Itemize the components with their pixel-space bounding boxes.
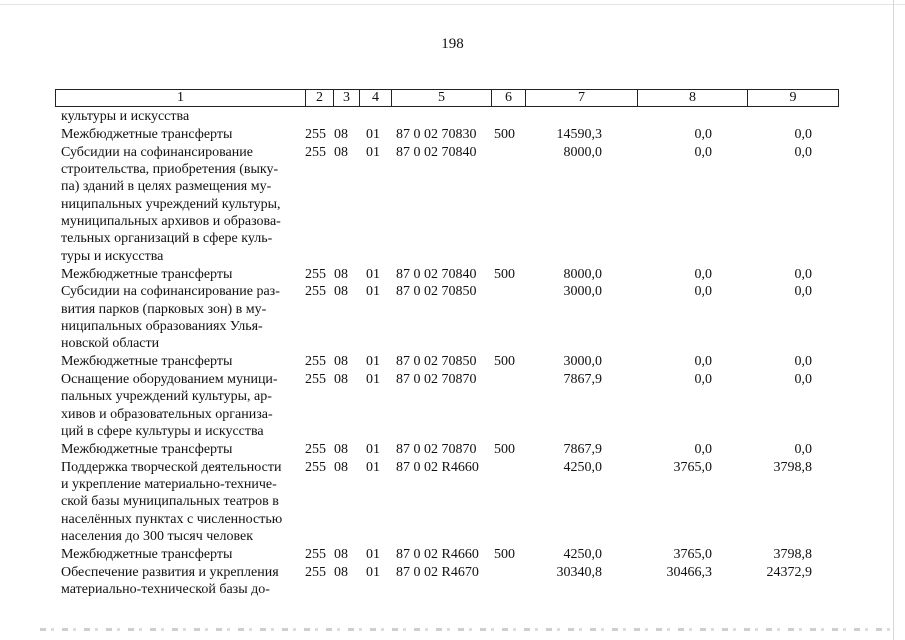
row-description (61, 459, 299, 545)
cell-c8: 3765,0 (673, 546, 712, 562)
page-right-edge (893, 0, 894, 640)
cell-c7: 8000,0 (563, 144, 602, 160)
row-description (61, 108, 299, 125)
cell-c9: 3798,8 (773, 546, 812, 562)
cell-c5: 87 0 02 70830 (396, 126, 477, 142)
cell-c4: 01 (366, 144, 380, 160)
cell-c4: 01 (366, 284, 380, 300)
description-line: Обеспечение развития и укрепления (61, 564, 279, 580)
cell-c9: 0,0 (794, 372, 812, 388)
cell-c2: 255 (305, 144, 326, 160)
cell-c3: 08 (334, 354, 348, 370)
cell-c9: 0,0 (794, 354, 812, 370)
cell-c5: 87 0 02 R4660 (396, 459, 479, 475)
page-number: 198 (441, 36, 464, 52)
description-line: Межбюджетные трансферты (61, 354, 233, 370)
description-line: Межбюджетные трансферты (61, 546, 233, 562)
cell-c5: 87 0 02 70850 (396, 284, 477, 300)
description-line: хивов и образовательных организа- (61, 406, 273, 422)
cell-c5: 87 0 02 R4670 (396, 564, 479, 580)
row-description (61, 546, 299, 563)
row-description (61, 564, 299, 599)
table-header (55, 89, 839, 107)
cell-c8: 0,0 (694, 266, 712, 282)
cell-c9: 0,0 (794, 144, 812, 160)
cell-c2: 255 (305, 441, 326, 457)
cell-c9: 0,0 (794, 284, 812, 300)
row-description (61, 371, 299, 440)
cell-c6: 500 (494, 266, 515, 282)
cell-c2: 255 (305, 546, 326, 562)
cell-c7: 3000,0 (563, 354, 602, 370)
cell-c3: 08 (334, 564, 348, 580)
row-description (61, 441, 299, 458)
cell-c9: 0,0 (794, 441, 812, 457)
cell-c4: 01 (366, 459, 380, 475)
cell-c3: 08 (334, 266, 348, 282)
description-line: ниципальных образованиях Улья- (61, 318, 263, 334)
cell-c3: 08 (334, 372, 348, 388)
row-description (61, 283, 299, 352)
cell-c3: 08 (334, 126, 348, 142)
cell-c4: 01 (366, 546, 380, 562)
description-line: туры и искусства (61, 248, 164, 264)
cell-c7: 7867,9 (563, 372, 602, 388)
description-line: Межбюджетные трансферты (61, 441, 233, 457)
cell-c5: 87 0 02 70870 (396, 441, 477, 457)
description-line: строительства, приобретения (выку- (61, 162, 279, 178)
cell-c5: 87 0 02 70870 (396, 372, 477, 388)
description-line: Субсидии на софинансирование (61, 144, 253, 160)
cell-c7: 4250,0 (563, 459, 602, 475)
cell-c6: 500 (494, 546, 515, 562)
cell-c9: 0,0 (794, 266, 812, 282)
cell-c6: 500 (494, 126, 515, 142)
cell-c2: 255 (305, 564, 326, 580)
cell-c6: 500 (494, 441, 515, 457)
cell-c7: 4250,0 (563, 546, 602, 562)
cell-c3: 08 (334, 441, 348, 457)
cell-c4: 01 (366, 372, 380, 388)
description-line: Межбюджетные трансферты (61, 126, 233, 142)
cell-c5: 87 0 02 70850 (396, 354, 477, 370)
row-description (61, 144, 299, 265)
description-line: тельных организаций в сфере куль- (61, 231, 273, 247)
header-col-5: 5 (392, 90, 492, 106)
description-line: культуры и искусства (61, 109, 190, 124)
cell-c4: 01 (366, 564, 380, 580)
header-col-4: 4 (360, 90, 392, 106)
cell-c4: 01 (366, 441, 380, 457)
cell-c9: 0,0 (794, 126, 812, 142)
cell-c2: 255 (305, 284, 326, 300)
scan-edge-noise (40, 628, 890, 631)
row-description (61, 126, 299, 143)
description-line: Оснащение оборудованием муници- (61, 372, 278, 388)
description-line: Межбюджетные трансферты (61, 266, 233, 282)
header-col-8: 8 (638, 90, 748, 106)
header-col-9: 9 (789, 90, 797, 105)
description-line: муниципальных архивов и образова- (61, 213, 281, 229)
cell-c5: 87 0 02 70840 (396, 266, 477, 282)
cell-c7: 14590,3 (556, 126, 602, 142)
cell-c3: 08 (334, 546, 348, 562)
description-line: ниципальных учреждений культуры, (61, 196, 281, 212)
description-line: и укрепление материально-техниче- (61, 477, 277, 493)
description-line: Субсидии на софинансирование раз- (61, 284, 280, 300)
cell-c2: 255 (305, 372, 326, 388)
cell-c7: 30340,8 (556, 564, 602, 580)
cell-c4: 01 (366, 266, 380, 282)
description-line: населённых пунктах с численностью (61, 511, 283, 527)
cell-c7: 7867,9 (563, 441, 602, 457)
cell-c8: 0,0 (694, 144, 712, 160)
description-line: населения до 300 тысяч человек (61, 528, 254, 544)
cell-c8: 0,0 (694, 441, 712, 457)
header-col-6: 6 (492, 90, 526, 106)
cell-c2: 255 (305, 126, 326, 142)
description-line: ской базы муниципальных театров в (61, 494, 279, 510)
row-description (61, 266, 299, 283)
cell-c7: 3000,0 (563, 284, 602, 300)
cell-c5: 87 0 02 70840 (396, 144, 477, 160)
row-description (61, 353, 299, 370)
cell-c4: 01 (366, 126, 380, 142)
cell-c8: 0,0 (694, 354, 712, 370)
description-line: ций в сфере культуры и искусства (61, 423, 264, 439)
header-col-2: 2 (306, 90, 334, 106)
page-top-edge (0, 4, 905, 5)
cell-c8: 0,0 (694, 126, 712, 142)
cell-c3: 08 (334, 459, 348, 475)
description-line: пальных учреждений культуры, ар- (61, 389, 272, 405)
cell-c8: 0,0 (694, 372, 712, 388)
cell-c3: 08 (334, 144, 348, 160)
description-line: вития парков (парковых зон) в му- (61, 301, 267, 317)
cell-c5: 87 0 02 R4660 (396, 546, 479, 562)
description-line: па) зданий в целях размещения му- (61, 179, 272, 195)
cell-c2: 255 (305, 266, 326, 282)
cell-c9: 24372,9 (766, 564, 812, 580)
header-col-3: 3 (334, 90, 360, 106)
description-line: Поддержка творческой деятельности (61, 459, 282, 475)
cell-c7: 8000,0 (563, 266, 602, 282)
cell-c4: 01 (366, 354, 380, 370)
cell-c8: 30466,3 (666, 564, 712, 580)
cell-c2: 255 (305, 459, 326, 475)
cell-c8: 0,0 (694, 284, 712, 300)
cell-c6: 500 (494, 354, 515, 370)
header-col-1: 1 (56, 90, 306, 106)
cell-c3: 08 (334, 284, 348, 300)
cell-c2: 255 (305, 354, 326, 370)
description-line: новской области (61, 336, 160, 352)
description-line: материально-технической базы до- (61, 582, 270, 598)
header-col-7: 7 (526, 90, 638, 106)
cell-c9: 3798,8 (773, 459, 812, 475)
cell-c8: 3765,0 (673, 459, 712, 475)
